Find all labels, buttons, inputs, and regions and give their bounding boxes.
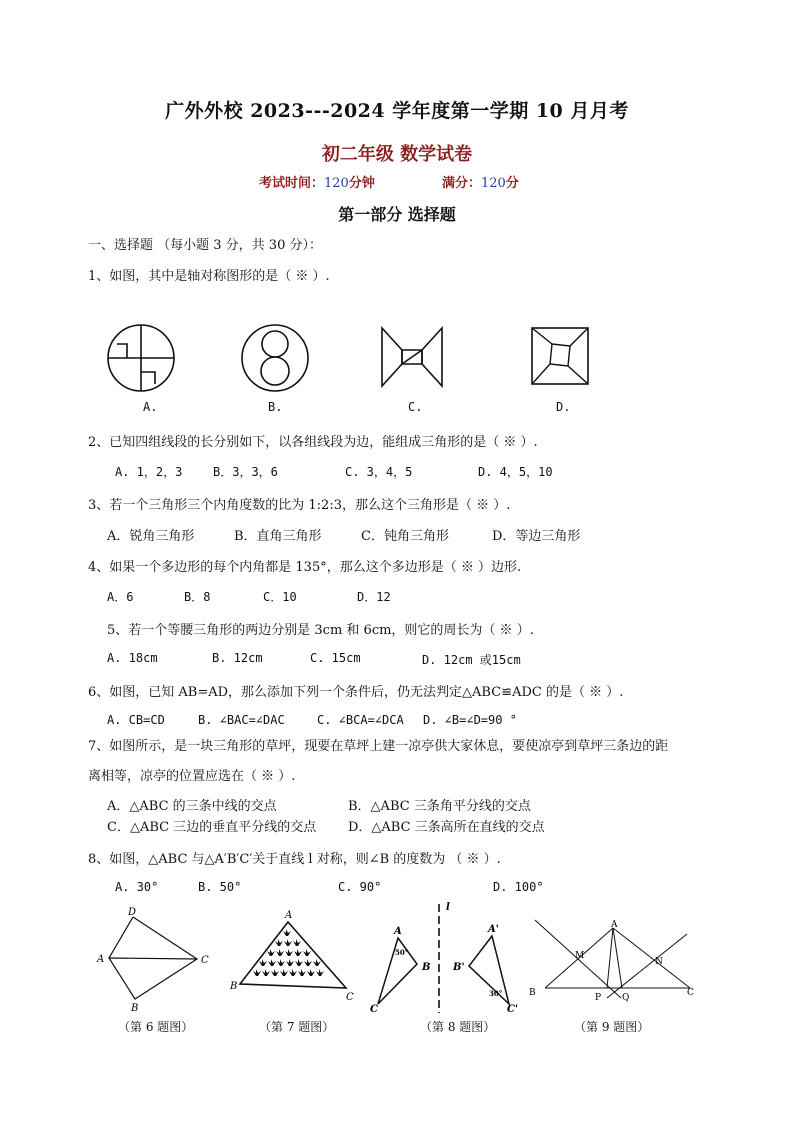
q1-option-a[interactable]: A. bbox=[143, 400, 158, 414]
q1-figure-a bbox=[105, 322, 177, 394]
fig8-caption: （第 8 题图） bbox=[420, 1020, 496, 1034]
fig7-grass-tuft bbox=[307, 969, 315, 976]
fig8-angle-30: 30° bbox=[489, 989, 503, 998]
q4-option-a[interactable]: A．6 bbox=[107, 590, 134, 604]
figure-6 bbox=[95, 905, 215, 1015]
fig9-label-m: M bbox=[575, 951, 585, 961]
figure-9 bbox=[525, 918, 705, 1003]
fig7-grass-tuft bbox=[271, 969, 279, 976]
fig7-grass-tuft bbox=[304, 959, 312, 966]
part-heading: 第一部分 选择题 bbox=[338, 205, 456, 224]
q2-option-d[interactable]: D. 4，5，10 bbox=[478, 465, 553, 479]
fig7-grass-tuft bbox=[283, 929, 291, 936]
fig7-grass-tuft bbox=[313, 959, 321, 966]
q1-figure-c bbox=[380, 326, 444, 388]
fig9-label-b: B bbox=[529, 988, 536, 998]
score-unit: 分 bbox=[505, 176, 519, 191]
time-value: 120 bbox=[324, 176, 349, 191]
fig7-grass-tuft bbox=[276, 949, 284, 956]
q4-option-c[interactable]: C．10 bbox=[263, 590, 297, 604]
fig7-grass-tuft bbox=[262, 969, 270, 976]
fig7-caption: （第 7 题图） bbox=[259, 1020, 335, 1034]
fig7-grass-tuft bbox=[295, 959, 303, 966]
q1-figure-b bbox=[239, 322, 311, 394]
q7-option-d[interactable]: D．△ABC 三条高所在直线的交点 bbox=[348, 820, 545, 835]
score-label: 满分： bbox=[442, 176, 482, 191]
q5-option-a[interactable]: A. 18cm bbox=[107, 651, 158, 665]
q4-option-d[interactable]: D．12 bbox=[357, 590, 391, 604]
question-5-stem: 5、若一个等腰三角形的两边分别是 3cm 和 6cm，则它的周长为（ ※ ）. bbox=[107, 623, 534, 638]
fig7-grass-tuft bbox=[286, 959, 294, 966]
question-7-stem: 7、如图所示，是一块三角形的草坪，现要在草坪上建一凉亭供大家休息，要使凉亭到草坪三条边的距 bbox=[88, 739, 669, 754]
question-7-stem-continued: 离相等，凉亭的位置应选在（ ※ ）. bbox=[88, 769, 296, 784]
q5-option-b[interactable]: B. 12cm bbox=[212, 651, 263, 665]
figure-8 bbox=[365, 900, 525, 1015]
figure-7 bbox=[228, 908, 358, 1003]
fig9-label-n: N bbox=[655, 957, 663, 967]
fig8-label-a-prime: A' bbox=[488, 924, 499, 935]
q7-option-c[interactable]: C．△ABC 三边的垂直平分线的交点 bbox=[107, 820, 317, 835]
fig8-label-b-prime: B' bbox=[453, 962, 465, 973]
q6-option-d[interactable]: D. ∠B=∠D=90 ° bbox=[423, 713, 517, 727]
fig7-grass-tuft bbox=[316, 969, 324, 976]
fig7-grass-tuft bbox=[267, 949, 275, 956]
q3-option-d[interactable]: D．等边三角形 bbox=[492, 529, 581, 544]
fig8-line-l: l bbox=[446, 902, 450, 913]
exam-score bbox=[442, 172, 519, 191]
exam-title: 广外外校 2023---2024 学年度第一学期 10 月月考 bbox=[165, 100, 629, 122]
fig6-label-b: B bbox=[131, 1003, 139, 1014]
fig7-grass-tuft bbox=[284, 939, 292, 946]
fig7-grass-tuft bbox=[298, 969, 306, 976]
time-label: 考试时间： bbox=[259, 176, 325, 191]
q8-option-a[interactable]: A. 30° bbox=[115, 880, 159, 894]
q3-option-c[interactable]: C．钝角三角形 bbox=[361, 529, 449, 544]
exam-subtitle: 初二年级 数学试卷 bbox=[321, 144, 473, 165]
fig7-grass-tuft bbox=[285, 949, 293, 956]
fig9-label-q: Q bbox=[622, 993, 630, 1003]
q1-option-c[interactable]: C. bbox=[408, 400, 423, 414]
fig7-grass-tuft bbox=[303, 949, 311, 956]
fig7-grass-tuft bbox=[253, 969, 261, 976]
q7-option-a[interactable]: A．△ABC 的三条中线的交点 bbox=[107, 799, 277, 814]
fig7-label-b: B bbox=[230, 981, 238, 992]
q2-option-c[interactable]: C. 3，4，5 bbox=[345, 465, 413, 479]
q1-figure-d bbox=[530, 326, 590, 386]
fig8-label-c: C bbox=[370, 1004, 378, 1015]
q7-option-b[interactable]: B．△ABC 三条角平分线的交点 bbox=[348, 799, 531, 814]
q3-option-a[interactable]: A．锐角三角形 bbox=[107, 529, 195, 544]
fig9-caption: （第 9 题图） bbox=[574, 1020, 650, 1034]
fig7-grass-tuft bbox=[289, 969, 297, 976]
q6-option-b[interactable]: B. ∠BAC=∠DAC bbox=[198, 713, 285, 727]
fig7-grass-tuft bbox=[293, 939, 301, 946]
q8-option-b[interactable]: B. 50° bbox=[198, 880, 242, 894]
fig6-caption: （第 6 题图） bbox=[118, 1020, 194, 1034]
fig7-label-a: A bbox=[285, 910, 293, 921]
score-value: 120 bbox=[481, 176, 506, 191]
q1-option-b[interactable]: B. bbox=[268, 400, 283, 414]
q2-option-a[interactable]: A. 1，2，3 bbox=[115, 465, 183, 479]
section-heading: 一、选择题 （每小题 3 分，共 30 分）： bbox=[88, 238, 322, 253]
fig9-label-p: P bbox=[595, 993, 602, 1003]
question-4-stem: 4、如果一个多边形的每个内角都是 135°，那么这个多边形是（ ※ ）边形. bbox=[88, 560, 522, 575]
question-1-stem: 1、如图，其中是轴对称图形的是（ ※ ）. bbox=[88, 269, 330, 284]
fig7-grass-tuft bbox=[280, 969, 288, 976]
fig7-grass-tuft bbox=[275, 939, 283, 946]
fig7-grass-tuft bbox=[268, 959, 276, 966]
fig8-angle-50: 50° bbox=[395, 948, 409, 957]
time-unit: 分钟 bbox=[348, 176, 375, 191]
fig9-label-a: A bbox=[611, 920, 618, 930]
fig8-label-b: B bbox=[422, 962, 431, 973]
q6-option-a[interactable]: A. CB=CD bbox=[107, 713, 165, 727]
fig6-label-d: D bbox=[128, 907, 137, 918]
fig6-label-a: A bbox=[97, 954, 105, 965]
q8-option-d[interactable]: D. 100° bbox=[493, 880, 544, 894]
fig7-grass-tuft bbox=[259, 959, 267, 966]
fig7-grass-tuft bbox=[294, 949, 302, 956]
fig6-label-c: C bbox=[201, 955, 209, 966]
question-6-stem: 6、如图，已知 AB=AD，那么添加下列一个条件后，仍无法判定△ABC≌ADC 的是（ ※ ）. bbox=[88, 685, 624, 700]
question-3-stem: 3、若一个三角形三个内角度数的比为 1:2:3，那么这个三角形是（ ※ ）. bbox=[88, 498, 511, 513]
q4-option-b[interactable]: B．8 bbox=[184, 590, 211, 604]
question-2-stem: 2、已知四组线段的长分别如下，以各组线段为边，能组成三角形的是（ ※ ）. bbox=[88, 435, 538, 450]
q5-option-d[interactable]: D. 12cm 或15cm bbox=[422, 653, 521, 667]
fig9-label-c: C bbox=[687, 988, 694, 998]
q2-option-b[interactable]: B．3，3，6 bbox=[213, 465, 278, 479]
q1-option-d[interactable]: D. bbox=[556, 400, 571, 414]
q3-option-b[interactable]: B．直角三角形 bbox=[234, 529, 322, 544]
exam-time bbox=[259, 172, 375, 191]
fig8-label-c-prime: C' bbox=[507, 1004, 519, 1015]
q6-option-c[interactable]: C. ∠BCA=∠DCA bbox=[317, 713, 404, 727]
question-8-stem: 8、如图，△ABC 与△A′B′C′关于直线 l 对称，则∠B 的度数为 （ ※ ）. bbox=[88, 852, 501, 867]
fig8-label-a: A bbox=[394, 926, 402, 937]
q8-option-c[interactable]: C. 90° bbox=[338, 880, 382, 894]
fig7-grass-tuft bbox=[277, 959, 285, 966]
q5-option-c[interactable]: C. 15cm bbox=[310, 651, 361, 665]
fig7-label-c: C bbox=[346, 992, 354, 1003]
